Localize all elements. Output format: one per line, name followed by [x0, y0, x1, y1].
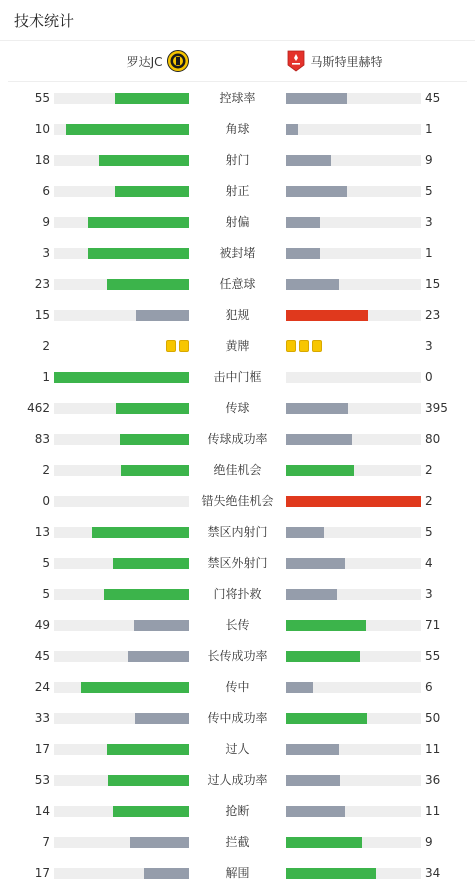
home-stat-value: 0	[42, 494, 50, 508]
home-bar-track	[54, 713, 189, 724]
away-bar-fill	[286, 217, 320, 228]
home-bar-track	[54, 93, 189, 104]
home-bar-track	[54, 682, 189, 693]
home-bar-track	[54, 186, 189, 197]
stat-label: 绝佳机会	[213, 463, 262, 477]
away-bar-track	[286, 620, 421, 631]
away-bar-track	[286, 837, 421, 848]
away-bar-track	[286, 527, 421, 538]
home-stat-value: 33	[34, 711, 50, 725]
stat-label: 传球成功率	[207, 432, 268, 446]
home-stat-value: 45	[34, 649, 50, 663]
away-stat-value: 45	[425, 91, 441, 105]
away-stat-value: 3	[425, 587, 433, 601]
away-stat-value: 11	[425, 742, 441, 756]
home-stat-value: 53	[34, 773, 50, 787]
away-bar-track	[286, 682, 421, 693]
home-bar-track	[54, 217, 189, 228]
home-bar-track	[54, 775, 189, 786]
away-bar-fill	[286, 248, 320, 259]
home-team-name: 罗达JC	[126, 54, 163, 69]
home-stat-value: 17	[34, 866, 50, 880]
stat-row	[0, 703, 475, 734]
away-bar-fill	[286, 806, 345, 817]
away-bar-track	[286, 372, 421, 383]
stat-label: 黄牌	[225, 339, 250, 353]
home-bar-track	[54, 496, 189, 507]
away-stat-value: 6	[425, 680, 433, 694]
home-stat-value: 13	[34, 525, 50, 539]
stat-row	[0, 238, 475, 269]
away-bar-track	[286, 558, 421, 569]
stat-label: 控球率	[219, 91, 256, 105]
stat-row	[0, 393, 475, 424]
home-stat-value: 3	[42, 246, 50, 260]
away-team[interactable]	[233, 50, 468, 72]
home-bar-track	[54, 124, 189, 135]
page-header	[0, 0, 475, 41]
away-bar-fill	[286, 589, 337, 600]
stat-label: 过人成功率	[207, 773, 268, 787]
stat-label: 长传	[225, 618, 250, 632]
home-bar-fill	[107, 279, 189, 290]
stats-list	[0, 83, 475, 889]
home-bar-fill	[130, 837, 189, 848]
home-bar-track	[54, 744, 189, 755]
home-bar-track	[54, 837, 189, 848]
away-team-crest-icon	[287, 50, 305, 72]
away-stat-value: 4	[425, 556, 433, 570]
home-stat-value: 6	[42, 184, 50, 198]
away-bar-track	[286, 93, 421, 104]
home-stat-value: 14	[34, 804, 50, 818]
home-stat-value: 5	[42, 556, 50, 570]
away-yellow-cards	[286, 340, 322, 352]
away-stat-value: 11	[425, 804, 441, 818]
stat-label: 击中门框	[213, 370, 262, 384]
stat-label: 射正	[225, 184, 250, 198]
stat-label: 犯规	[225, 308, 250, 322]
away-bar-track	[286, 279, 421, 290]
away-bar-track	[286, 744, 421, 755]
stat-row	[0, 672, 475, 703]
stat-row	[0, 796, 475, 827]
away-bar-fill	[286, 651, 360, 662]
home-bar-fill	[99, 155, 189, 166]
away-stat-value: 5	[425, 525, 433, 539]
yellow-card-icon	[179, 340, 189, 352]
stat-label: 禁区外射门	[207, 556, 268, 570]
home-stat-value: 15	[34, 308, 50, 322]
stat-label: 过人	[225, 742, 250, 756]
home-bar-fill	[120, 434, 189, 445]
stat-label: 被封堵	[219, 246, 256, 260]
home-stat-value: 10	[34, 122, 50, 136]
away-stat-value: 23	[425, 308, 441, 322]
home-yellow-cards	[166, 340, 189, 352]
home-bar-fill	[121, 465, 189, 476]
yellow-card-icon	[299, 340, 309, 352]
away-bar-track	[286, 403, 421, 414]
stat-label: 射门	[225, 153, 250, 167]
away-bar-fill	[286, 310, 368, 321]
away-bar-fill	[286, 837, 362, 848]
home-bar-fill	[54, 372, 189, 383]
home-bar-fill	[115, 93, 189, 104]
home-bar-track	[54, 527, 189, 538]
away-stat-value: 9	[425, 835, 433, 849]
home-bar-track	[54, 434, 189, 445]
away-stat-value: 36	[425, 773, 441, 787]
home-stat-value: 9	[42, 215, 50, 229]
stat-label: 角球	[225, 122, 250, 136]
away-bar-track	[286, 496, 421, 507]
home-bar-track	[54, 651, 189, 662]
stat-row	[0, 579, 475, 610]
home-bar-fill	[115, 186, 189, 197]
stat-label: 射偏	[225, 215, 250, 229]
home-stat-value: 462	[27, 401, 50, 415]
home-bar-track	[54, 310, 189, 321]
home-stat-value: 7	[42, 835, 50, 849]
stat-row	[0, 176, 475, 207]
home-bar-fill	[104, 589, 189, 600]
home-bar-fill	[107, 744, 189, 755]
away-bar-fill	[286, 93, 347, 104]
away-bar-fill	[286, 527, 324, 538]
away-bar-fill	[286, 124, 298, 135]
home-stat-value: 2	[42, 339, 50, 353]
stat-label: 抢断	[225, 804, 250, 818]
away-bar-track	[286, 310, 421, 321]
away-bar-track	[286, 589, 421, 600]
away-stat-value: 5	[425, 184, 433, 198]
home-bar-fill	[144, 868, 189, 879]
away-bar-fill	[286, 620, 366, 631]
away-stat-value: 1	[425, 246, 433, 260]
away-stat-value: 0	[425, 370, 433, 384]
home-stat-value: 24	[34, 680, 50, 694]
home-stat-value: 18	[34, 153, 50, 167]
away-stat-value: 50	[425, 711, 441, 725]
home-bar-fill	[113, 558, 189, 569]
home-bar-fill	[88, 217, 189, 228]
away-bar-track	[286, 868, 421, 879]
stat-label: 拦截	[225, 835, 250, 849]
home-team-crest-icon	[167, 50, 189, 72]
stat-row	[0, 765, 475, 796]
away-bar-track	[286, 124, 421, 135]
home-bar-track	[54, 248, 189, 259]
away-bar-track	[286, 806, 421, 817]
home-stat-value: 49	[34, 618, 50, 632]
home-team[interactable]	[8, 50, 233, 72]
away-stat-value: 9	[425, 153, 433, 167]
away-stat-value: 55	[425, 649, 441, 663]
yellow-card-icon	[166, 340, 176, 352]
home-bar-track	[54, 372, 189, 383]
home-stat-value: 2	[42, 463, 50, 477]
stat-label: 传中	[225, 680, 250, 694]
away-bar-fill	[286, 279, 339, 290]
away-bar-fill	[286, 713, 367, 724]
stat-row	[0, 486, 475, 517]
yellow-card-icon	[286, 340, 296, 352]
stat-row	[0, 207, 475, 238]
page-title: 技术统计	[14, 11, 75, 30]
stat-row	[0, 858, 475, 889]
away-bar-fill	[286, 558, 345, 569]
stat-label: 解围	[225, 866, 250, 880]
stat-row	[0, 114, 475, 145]
away-bar-track	[286, 248, 421, 259]
stat-label: 禁区内射门	[207, 525, 268, 539]
home-stat-value: 5	[42, 587, 50, 601]
home-bar-track	[54, 465, 189, 476]
home-bar-track	[54, 155, 189, 166]
away-stat-value: 1	[425, 122, 433, 136]
stat-row	[0, 455, 475, 486]
stat-row	[0, 827, 475, 858]
away-bar-track	[286, 713, 421, 724]
away-stat-value: 34	[425, 866, 441, 880]
away-bar-track	[286, 217, 421, 228]
home-bar-fill	[134, 620, 189, 631]
stat-row	[0, 548, 475, 579]
home-stat-value: 17	[34, 742, 50, 756]
away-bar-track	[286, 186, 421, 197]
away-team-name: 马斯特里赫特	[310, 54, 383, 69]
stat-label: 传中成功率	[207, 711, 268, 725]
home-bar-fill	[108, 775, 189, 786]
home-bar-fill	[116, 403, 189, 414]
stat-row	[0, 331, 475, 362]
home-bar-track	[54, 403, 189, 414]
away-bar-track	[286, 155, 421, 166]
stat-row	[0, 641, 475, 672]
home-bar-fill	[92, 527, 189, 538]
home-stat-value: 23	[34, 277, 50, 291]
home-bar-fill	[113, 806, 189, 817]
away-stat-value: 80	[425, 432, 441, 446]
stat-row	[0, 300, 475, 331]
stat-label: 错失绝佳机会	[201, 494, 274, 508]
home-stat-value: 83	[34, 432, 50, 446]
yellow-card-icon	[312, 340, 322, 352]
away-bar-fill	[286, 155, 331, 166]
stat-row	[0, 517, 475, 548]
home-bar-fill	[135, 713, 189, 724]
home-bar-track	[54, 279, 189, 290]
home-bar-fill	[128, 651, 189, 662]
away-stat-value: 3	[425, 215, 433, 229]
home-bar-fill	[81, 682, 189, 693]
home-bar-fill	[136, 310, 189, 321]
away-stat-value: 2	[425, 463, 433, 477]
away-bar-fill	[286, 434, 352, 445]
away-bar-fill	[286, 186, 347, 197]
home-bar-track	[54, 558, 189, 569]
away-bar-fill	[286, 496, 421, 507]
stat-row	[0, 83, 475, 114]
away-stat-value: 395	[425, 401, 448, 415]
home-bar-track	[54, 868, 189, 879]
away-stat-value: 3	[425, 339, 433, 353]
away-bar-track	[286, 775, 421, 786]
home-bar-fill	[88, 248, 189, 259]
teams-row	[8, 41, 467, 82]
away-bar-fill	[286, 868, 376, 879]
home-stat-value: 1	[42, 370, 50, 384]
away-bar-track	[286, 651, 421, 662]
stat-row	[0, 734, 475, 765]
stat-label: 任意球	[219, 277, 256, 291]
away-bar-fill	[286, 775, 340, 786]
home-bar-track	[54, 589, 189, 600]
stat-label: 传球	[225, 401, 250, 415]
away-stat-value: 2	[425, 494, 433, 508]
away-bar-fill	[286, 403, 348, 414]
stat-row	[0, 610, 475, 641]
away-stat-value: 15	[425, 277, 441, 291]
away-bar-track	[286, 434, 421, 445]
away-bar-fill	[286, 465, 354, 476]
home-bar-fill	[66, 124, 189, 135]
home-bar-track	[54, 806, 189, 817]
stat-row	[0, 424, 475, 455]
home-bar-track	[54, 620, 189, 631]
away-bar-track	[286, 465, 421, 476]
stat-row	[0, 269, 475, 300]
stat-label: 门将扑救	[213, 587, 262, 601]
home-stat-value: 55	[34, 91, 50, 105]
away-stat-value: 71	[425, 618, 441, 632]
stat-row	[0, 145, 475, 176]
stat-row	[0, 362, 475, 393]
away-bar-fill	[286, 744, 339, 755]
away-bar-fill	[286, 682, 313, 693]
stat-label: 长传成功率	[207, 649, 268, 663]
